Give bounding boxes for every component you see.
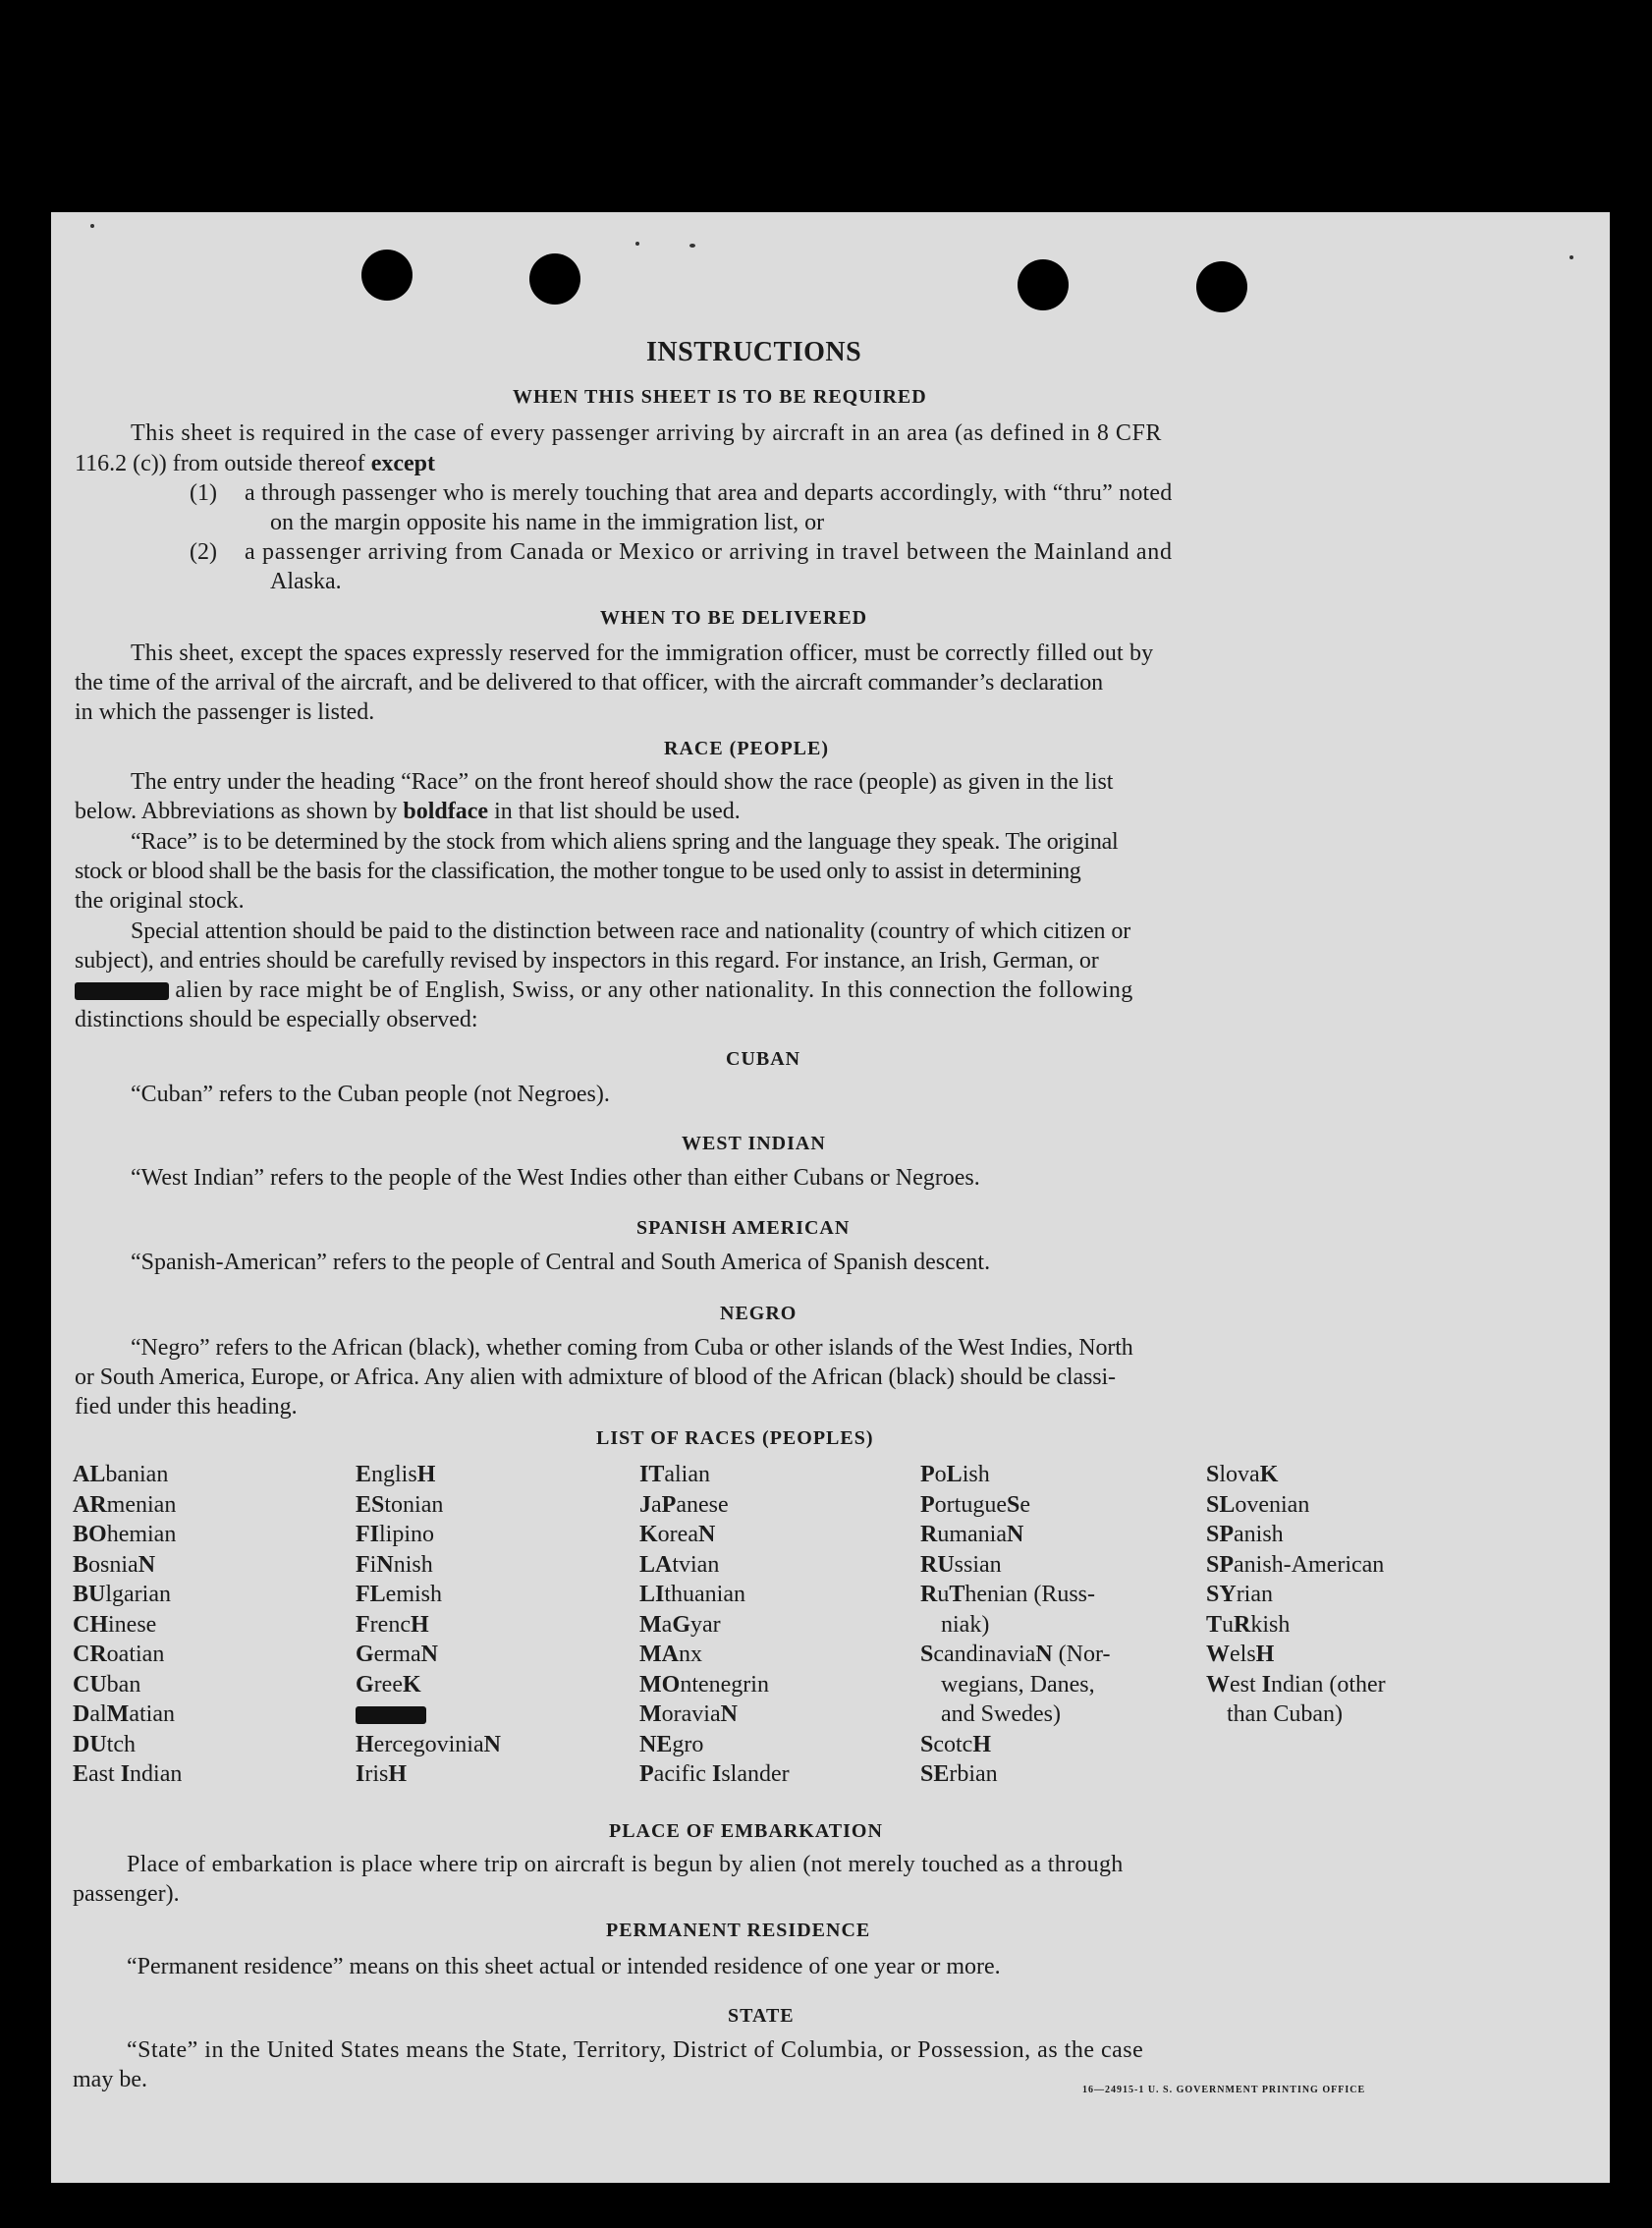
race-name-segment: cotc <box>933 1731 973 1757</box>
race-list-item <box>639 1640 790 1670</box>
race-name-segment: lgarian <box>105 1582 171 1607</box>
punch-hole-4 <box>1196 261 1247 312</box>
race-list-item <box>356 1699 501 1730</box>
state-line-2: may be. <box>73 2067 147 2092</box>
race-list-item <box>73 1610 182 1641</box>
race-name-segment: F <box>356 1611 370 1638</box>
race-name-segment: E <box>356 1462 372 1487</box>
race-name-segment: u <box>937 1582 950 1607</box>
race-name-segment: gro <box>672 1731 704 1757</box>
race-name-segment: N <box>376 1551 394 1578</box>
race-name-segment: FI <box>356 1522 379 1547</box>
race-name-segment: emish <box>385 1582 442 1607</box>
race-name-segment: lipino <box>379 1522 435 1547</box>
race-name-segment: H <box>410 1611 429 1638</box>
race-boldface-word: boldface <box>403 799 489 824</box>
race-name-segment: ortugue <box>934 1491 1007 1518</box>
required-line-1: This sheet is required in the case of every passenger arriving by aircraft in an area (as defined in 8 CFR <box>131 420 1162 446</box>
race-list-item <box>1206 1640 1386 1670</box>
race-name-segment: ish <box>962 1462 990 1487</box>
race-name-segment: anish-American <box>1234 1551 1385 1578</box>
race-name-segment: est <box>1230 1671 1262 1698</box>
race-name-segment: R <box>1234 1611 1251 1638</box>
race-p1-line-2 <box>75 797 741 826</box>
redaction-mark <box>75 982 169 1000</box>
race-name-segment: DU <box>73 1731 107 1757</box>
required-line-2-text: 116.2 (c)) from outside thereof <box>75 451 371 476</box>
race-list-item <box>73 1490 182 1521</box>
race-name-segment: G <box>356 1642 374 1667</box>
section-heading-negro: NEGRO <box>720 1303 798 1324</box>
race-list-item <box>73 1699 182 1730</box>
section-heading-spanish-american: SPANISH AMERICAN <box>636 1217 851 1239</box>
race-name-segment: P <box>661 1491 677 1518</box>
race-list-item <box>1206 1460 1386 1490</box>
race-name-segment: tonian <box>384 1491 444 1518</box>
state-line-1: “State” in the United States means the State, Territory, District of Columbia, or Possession, as the case <box>127 2037 1144 2063</box>
race-name-segment: S <box>920 1731 934 1757</box>
race-list-item <box>73 1730 182 1760</box>
race-name-segment: T <box>1206 1611 1223 1638</box>
race-list-item <box>356 1580 501 1610</box>
race-p2-line-3: the original stock. <box>75 888 245 914</box>
race-list-item <box>73 1580 182 1610</box>
race-list-item <box>920 1580 1110 1610</box>
race-list-item <box>639 1550 790 1581</box>
punch-hole-1 <box>361 250 413 301</box>
race-column-5 <box>1206 1460 1386 1730</box>
required-line-2 <box>75 449 435 478</box>
race-name-segment: hemian <box>106 1522 177 1547</box>
race-name-segment: slander <box>721 1761 790 1787</box>
race-name-segment: henian (Russ- <box>964 1582 1096 1607</box>
race-name-segment: i <box>369 1551 377 1578</box>
race-list-item <box>356 1640 501 1670</box>
embarkation-line-2: passenger). <box>73 1881 180 1907</box>
race-list-item <box>920 1759 1110 1790</box>
race-list-item <box>73 1520 182 1550</box>
race-p1-text-b: in that list should be used. <box>488 799 741 824</box>
race-name-segment: lova <box>1219 1462 1260 1487</box>
race-name-segment: ntenegrin <box>680 1671 769 1698</box>
race-name-segment: e <box>1019 1491 1030 1518</box>
race-name-segment: BO <box>73 1522 107 1547</box>
race-p3-line-4: distinctions should be especially observed: <box>75 1007 478 1032</box>
cuban-text: “Cuban” refers to the Cuban people (not Negroes). <box>131 1082 610 1107</box>
race-name-segment: FL <box>356 1582 386 1607</box>
section-heading-cuban: CUBAN <box>726 1048 801 1070</box>
race-name-segment: H <box>972 1731 992 1757</box>
race-list-item <box>639 1759 790 1790</box>
race-list-item <box>73 1670 182 1700</box>
race-name-segment: menian <box>106 1491 177 1518</box>
section-heading-delivered: WHEN TO BE DELIVERED <box>600 607 868 629</box>
race-p3-line-2: subject), and entries should be carefully revised by inspectors in this regard. For instance, an Irish, German, or <box>75 948 1099 974</box>
race-list-item <box>920 1490 1110 1521</box>
race-list-item <box>73 1460 182 1490</box>
race-name-segment: erma <box>373 1642 421 1667</box>
race-name-segment: H <box>356 1731 374 1757</box>
race-name-segment: N <box>1035 1642 1053 1667</box>
printing-office-footer: 16—24915-1 U. S. GOVERNMENT PRINTING OFFICE <box>1082 2085 1366 2095</box>
race-name-segment: orea <box>657 1522 698 1547</box>
race-name-segment: BU <box>73 1582 106 1607</box>
race-name-segment: NE <box>639 1731 673 1757</box>
race-name-segment: al <box>89 1701 107 1727</box>
race-name-segment: ndian <box>130 1761 183 1787</box>
negro-line-2: or South America, Europe, or Africa. Any alien with admixture of blood of the African (black) should be classi- <box>75 1365 1116 1390</box>
race-name-segment: G <box>672 1611 690 1638</box>
race-name-segment: H <box>1255 1642 1275 1667</box>
speck <box>90 224 94 228</box>
race-name-segment: G <box>356 1671 374 1698</box>
race-name-segment: SE <box>920 1761 950 1787</box>
race-name-segment: P <box>639 1761 654 1787</box>
race-name-segment: MA <box>639 1642 679 1667</box>
race-name-segment: D <box>73 1701 90 1727</box>
race-name-segment: ris <box>364 1761 389 1787</box>
speck <box>689 244 695 248</box>
race-list-item <box>356 1490 501 1521</box>
race-list-item <box>1206 1610 1386 1641</box>
race-list-item <box>356 1670 501 1700</box>
race-name-segment: osnia <box>88 1551 138 1578</box>
race-name-segment: CH <box>73 1611 108 1638</box>
delivered-line-3: in which the passenger is listed. <box>75 699 375 725</box>
race-name-segment: W <box>1206 1671 1230 1698</box>
race-name-segment: o <box>934 1462 947 1487</box>
race-p3-line-1: Special attention should be paid to the distinction between race and nationality (country of which citizen or <box>131 919 1131 944</box>
race-name-segment: acific <box>653 1761 712 1787</box>
race-name-segment: P <box>920 1462 935 1487</box>
race-name-segment: els <box>1230 1642 1256 1667</box>
race-list-item <box>639 1520 790 1550</box>
race-name-segment: K <box>1259 1462 1279 1487</box>
race-name-segment: S <box>1206 1462 1220 1487</box>
required-item-2-line-1: a passenger arriving from Canada or Mexico or arriving in travel between the Mainland and <box>245 539 1173 565</box>
race-name-segment: CR <box>73 1642 107 1667</box>
race-list-item <box>1206 1490 1386 1521</box>
redaction-mark <box>356 1706 426 1724</box>
required-item-2-line-2: Alaska. <box>270 569 342 594</box>
race-list-item <box>639 1670 790 1700</box>
race-name-segment: CU <box>73 1671 107 1698</box>
race-name-segment: and Swedes) <box>941 1701 1061 1727</box>
race-name-segment: N <box>483 1731 501 1757</box>
race-list-item <box>1206 1580 1386 1610</box>
race-list-item <box>920 1670 1110 1700</box>
race-name-segment: tvian <box>672 1551 720 1578</box>
race-name-segment: W <box>1206 1642 1230 1667</box>
race-list-item <box>920 1699 1110 1730</box>
race-name-segment: R <box>920 1582 938 1607</box>
race-name-segment: LA <box>639 1551 673 1578</box>
section-heading-residence: PERMANENT RESIDENCE <box>606 1920 871 1941</box>
race-name-segment: umania <box>937 1522 1007 1547</box>
section-heading-state: STATE <box>728 2005 795 2027</box>
race-name-segment: ndian (other <box>1271 1671 1386 1698</box>
race-name-segment: SL <box>1206 1491 1236 1518</box>
race-name-segment: L <box>946 1462 963 1487</box>
race-name-segment: u <box>1222 1611 1235 1638</box>
race-name-segment: S <box>920 1642 934 1667</box>
race-name-segment: a <box>661 1611 673 1638</box>
race-name-segment: P <box>920 1491 935 1518</box>
race-name-segment: MO <box>639 1671 681 1698</box>
race-p2-line-1: “Race” is to be determined by the stock from which aliens spring and the language they speak. The original <box>131 829 1119 855</box>
race-name-segment: AR <box>73 1491 107 1518</box>
section-heading-list-of-races: LIST OF RACES (PEOPLES) <box>596 1427 874 1449</box>
race-name-segment: nglis <box>371 1462 417 1487</box>
speck <box>635 242 639 246</box>
race-name-segment: ast <box>88 1761 121 1787</box>
race-name-segment: anish <box>1234 1522 1284 1547</box>
race-list-item <box>356 1730 501 1760</box>
race-name-segment: J <box>639 1491 651 1518</box>
race-list-item <box>920 1640 1110 1670</box>
race-list-item <box>920 1520 1110 1550</box>
race-p1-line-1: The entry under the heading “Race” on the front hereof should show the race (people) as given in the list <box>131 769 1114 795</box>
race-p3-line-3-text: alien by race might be of English, Swiss, or any other nationality. In this connection the following <box>175 977 1133 1003</box>
race-name-segment: thuanian <box>664 1582 745 1607</box>
race-name-segment: niak) <box>941 1611 990 1638</box>
page-title: INSTRUCTIONS <box>646 337 862 367</box>
race-list-item <box>639 1610 790 1641</box>
race-list-item <box>1206 1699 1386 1730</box>
race-name-segment: RU <box>920 1551 955 1578</box>
race-name-segment: M <box>639 1611 662 1638</box>
race-name-segment: K <box>402 1671 421 1698</box>
race-list-item <box>639 1490 790 1521</box>
delivered-line-2: the time of the arrival of the aircraft, and be delivered to that officer, with the aircraft commander’s declaration <box>75 670 1103 696</box>
race-name-segment: ES <box>356 1491 385 1518</box>
race-name-segment: F <box>356 1551 370 1578</box>
required-item-1-line-1: a through passenger who is merely touching that area and departs accordingly, with “thru” noted <box>245 480 1173 506</box>
speck <box>1569 255 1573 259</box>
race-list-item <box>639 1699 790 1730</box>
race-name-segment: E <box>73 1761 89 1787</box>
race-name-segment: nx <box>678 1642 702 1667</box>
race-name-segment: N <box>1006 1522 1024 1547</box>
race-name-segment: H <box>416 1462 436 1487</box>
race-list-item <box>73 1640 182 1670</box>
race-list-item <box>356 1550 501 1581</box>
negro-line-3: fied under this heading. <box>75 1394 298 1420</box>
race-name-segment: than Cuban) <box>1227 1701 1343 1727</box>
race-name-segment: R <box>920 1522 938 1547</box>
race-name-segment: SY <box>1206 1582 1237 1607</box>
race-name-segment: a <box>651 1491 662 1518</box>
race-name-segment: N <box>420 1642 438 1667</box>
negro-line-1: “Negro” refers to the African (black), whether coming from Cuba or other islands of the West Indies, North <box>131 1335 1133 1361</box>
race-list-item <box>73 1759 182 1790</box>
race-name-segment: alian <box>664 1462 710 1487</box>
race-column-3 <box>639 1460 790 1790</box>
race-name-segment: AL <box>73 1462 106 1487</box>
race-list-item <box>1206 1520 1386 1550</box>
race-name-segment: atian <box>129 1701 175 1727</box>
race-name-segment: oatian <box>106 1642 165 1667</box>
race-name-segment: S <box>1006 1491 1020 1518</box>
race-list-item <box>920 1460 1110 1490</box>
race-list-item <box>639 1580 790 1610</box>
race-name-segment: M <box>106 1701 130 1727</box>
race-name-segment: nish <box>393 1551 433 1578</box>
race-name-segment: tch <box>106 1731 136 1757</box>
race-column-4 <box>920 1460 1110 1790</box>
race-p1-text-a: below. Abbreviations as shown by <box>75 799 404 824</box>
residence-text: “Permanent residence” means on this sheet actual or intended residence of one year or more. <box>127 1954 1001 1979</box>
race-name-segment: B <box>73 1551 89 1578</box>
race-list-item <box>639 1730 790 1760</box>
race-list-item <box>356 1610 501 1641</box>
race-name-segment: inese <box>108 1611 157 1638</box>
race-name-segment: anese <box>676 1491 729 1518</box>
race-list-item <box>639 1460 790 1490</box>
required-item-1-num: (1) <box>190 480 217 506</box>
race-column-2 <box>356 1460 501 1790</box>
punch-hole-3 <box>1018 259 1069 310</box>
embarkation-line-1: Place of embarkation is place where trip on aircraft is begun by alien (not merely touched as a through <box>127 1852 1124 1877</box>
race-list-item <box>920 1550 1110 1581</box>
required-except: except <box>370 451 435 476</box>
race-name-segment: I <box>711 1761 722 1787</box>
race-name-segment: T <box>949 1582 965 1607</box>
section-heading-required: WHEN THIS SHEET IS TO BE REQUIRED <box>513 386 927 408</box>
race-name-segment: oravia <box>661 1701 721 1727</box>
race-name-segment: N <box>138 1551 156 1578</box>
race-name-segment: N <box>697 1522 716 1547</box>
section-heading-west-indian: WEST INDIAN <box>682 1133 826 1154</box>
race-name-segment: ovenian <box>1235 1491 1310 1518</box>
race-name-segment: candinavia <box>933 1642 1036 1667</box>
race-name-segment: (Nor- <box>1052 1642 1111 1667</box>
race-name-segment: I <box>120 1761 131 1787</box>
race-name-segment: M <box>639 1701 662 1727</box>
race-list-item <box>356 1520 501 1550</box>
race-name-segment: H <box>388 1761 408 1787</box>
race-name-segment: ercegovinia <box>373 1731 484 1757</box>
race-name-segment: N <box>720 1701 738 1727</box>
race-name-segment: ban <box>106 1671 141 1698</box>
race-name-segment: banian <box>105 1462 169 1487</box>
race-name-segment: rian <box>1236 1582 1273 1607</box>
required-item-1-line-2: on the margin opposite his name in the immigration list, or <box>270 510 825 535</box>
race-name-segment: kish <box>1250 1611 1291 1638</box>
race-name-segment: rbian <box>949 1761 998 1787</box>
race-name-segment: ree <box>373 1671 403 1698</box>
race-list-item <box>356 1460 501 1490</box>
west-indian-text: “West Indian” refers to the people of the West Indies other than either Cubans or Negroes. <box>131 1165 980 1191</box>
punch-hole-2 <box>529 253 580 305</box>
race-list-item <box>1206 1670 1386 1700</box>
race-name-segment: ssian <box>954 1551 1002 1578</box>
section-heading-embarkation: PLACE OF EMBARKATION <box>609 1820 883 1842</box>
race-list-item <box>356 1759 501 1790</box>
race-name-segment: SP <box>1206 1522 1235 1547</box>
race-p3-line-3 <box>75 975 1133 1005</box>
race-list-item <box>73 1550 182 1581</box>
race-name-segment: renc <box>369 1611 411 1638</box>
spanish-american-text: “Spanish-American” refers to the people of Central and South America of Spanish descent. <box>131 1250 991 1275</box>
race-list-item <box>1206 1550 1386 1581</box>
race-name-segment: wegians, Danes, <box>941 1671 1095 1698</box>
race-list-item <box>920 1730 1110 1760</box>
race-name-segment: K <box>639 1522 658 1547</box>
section-heading-race: RACE (PEOPLE) <box>664 738 829 759</box>
required-item-2-num: (2) <box>190 539 217 565</box>
race-p2-line-2: stock or blood shall be the basis for the classification, the mother tongue to be used only to assist in determining <box>75 859 1081 884</box>
delivered-line-1: This sheet, except the spaces expressly reserved for the immigration officer, must be correctly filled out by <box>131 641 1154 666</box>
race-name-segment: I <box>1261 1671 1272 1698</box>
race-list-item <box>920 1610 1110 1641</box>
race-column-1 <box>73 1460 182 1790</box>
race-name-segment: yar <box>689 1611 721 1638</box>
race-name-segment: LI <box>639 1582 665 1607</box>
race-name-segment: IT <box>639 1462 665 1487</box>
race-name-segment: SP <box>1206 1551 1235 1578</box>
race-name-segment: I <box>356 1761 365 1787</box>
